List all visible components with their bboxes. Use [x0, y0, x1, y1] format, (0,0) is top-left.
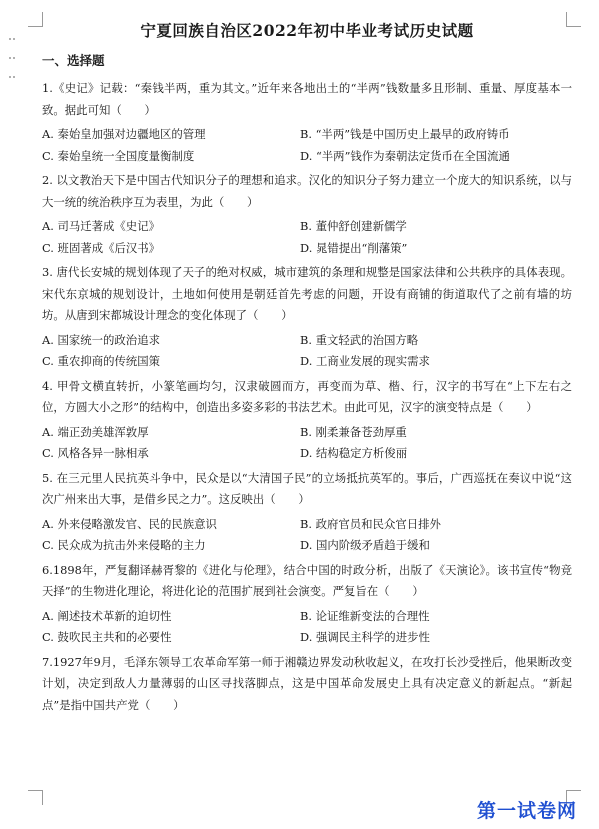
section-heading: 一、选择题 [42, 53, 105, 68]
option-c: C. 秦始皇统一全国度量衡制度 [42, 148, 195, 163]
question-7 [42, 652, 572, 717]
answer-options [42, 216, 572, 259]
option-a: A. 外来侵略激发官、民的民族意识 [42, 516, 217, 531]
option-d: D. 国内阶级矛盾趋于缓和 [300, 538, 430, 552]
question-text: 7.1927年9月，毛泽东领导工农革命军第一师于湘赣边界发动秋收起义，在攻打长沙受挫后，他果断改变计划，决定到敌人力量薄弱的山区寻找落脚点，这是中国革命发展史上具有决定意义的新起点。“新起点”是指中国共产党（ ） [42, 654, 572, 712]
option-b: B. 重文轻武的治国方略 [300, 332, 419, 347]
answer-options [42, 422, 572, 465]
option-d: D. 结构稳定方析俊丽 [300, 446, 408, 460]
drag-handle-icon[interactable] [8, 26, 16, 83]
question-text: 2. 以文教治天下是中国古代知识分子的理想和追求。汉化的知识分子努力建立一个庞大的知识系统，以与大一统的统治秩序互为表里，为此（ ） [42, 173, 572, 209]
question-text: 4. 甲骨文横直转折，小篆笔画均匀，汉隶破圆而方，再变而为草、楷、行，汉字的书写在“上下左右之位，方圆大小之形”的结构中，创造出多姿多彩的书法艺术。由此可见，汉字的演变特点是（ ） [42, 378, 572, 414]
document-page [42, 20, 572, 716]
option-c: C. 民众成为抗击外来侵略的主力 [42, 538, 206, 552]
option-d: D. 强调民主科学的进步性 [300, 630, 430, 644]
question-text: 1.《史记》记载：“秦钱半两，重为其文。”近年来各地出土的“半两”钱数量多且形制、重量、厚度基本一致。据此可知（ ） [42, 81, 572, 117]
question-3 [42, 262, 572, 373]
option-a: A. 秦始皇加强对边疆地区的管理 [42, 127, 206, 141]
option-a: A. 端正劲美雄浑敦厚 [42, 424, 149, 439]
option-a: A. 阐述技术革新的迫切性 [42, 608, 172, 623]
page-corner-mark [28, 790, 43, 805]
option-c: C. 风格各异一脉相承 [42, 446, 149, 460]
option-d: D. “半两”钱作为秦朝法定货币在全国流通 [300, 148, 510, 163]
answer-options [42, 330, 572, 373]
option-a: A. 国家统一的政治追求 [42, 332, 160, 347]
question-text: 5. 在三元里人民抗英斗争中，民众是以“大清国子民”的立场抵抗英军的。事后，广西巡抚在奏议中说“这次广州来出大事，是借乡民之力”。这反映出（ ） [42, 470, 572, 506]
question-6 [42, 560, 572, 649]
option-d: D. 工商业发展的现实需求 [300, 354, 430, 368]
option-b: B. 政府官员和民众官日排外 [300, 516, 441, 531]
option-c: C. 班固著成《后汉书》 [42, 240, 161, 255]
answer-options [42, 514, 572, 557]
answer-options [42, 606, 572, 649]
question-4 [42, 376, 572, 465]
option-b: B. 刚柔兼备苍劲厚重 [300, 424, 407, 439]
page-corner-mark [28, 12, 43, 27]
option-b: B. 董仲舒创建新儒学 [300, 219, 407, 233]
option-c: C. 重农抑商的传统国策 [42, 354, 161, 368]
option-d: D. 晁错提出“削藩策” [300, 240, 408, 255]
site-watermark: 第一试卷网 [476, 800, 577, 822]
page-title: 宁夏回族自治区2022年初中毕业考试历史试题 [140, 21, 474, 40]
option-b: B. 论证维新变法的合理性 [300, 608, 430, 623]
answer-options [42, 124, 572, 167]
option-c: C. 鼓吹民主共和的必要性 [42, 630, 172, 644]
question-5 [42, 468, 572, 557]
question-2 [42, 170, 572, 259]
question-text: 6.1898年，严复翻译赫胥黎的《进化与伦理》，结合中国的时政分析，出版了《天演论》。该书宣传“物竞天择”的生物进化理论，将进化论的范围扩展到社会演变。严复旨在（ ） [42, 562, 572, 598]
option-b: B. “半两”钱是中国历史上最早的政府铸币 [300, 127, 510, 141]
option-a: A. 司马迁著成《史记》 [42, 219, 160, 233]
question-1 [42, 78, 572, 167]
question-text: 3. 唐代长安城的规划体现了天子的绝对权威，城市建筑的条理和规整是国家法律和公共秩序的具体表现。宋代东京城的规划设计，土地如何使用是朝廷首先考虑的问题，开设有商铺的街道取代了之前有墙的坊坊。从唐到宋都城设计理念的变化体现了（ ） [42, 265, 572, 322]
